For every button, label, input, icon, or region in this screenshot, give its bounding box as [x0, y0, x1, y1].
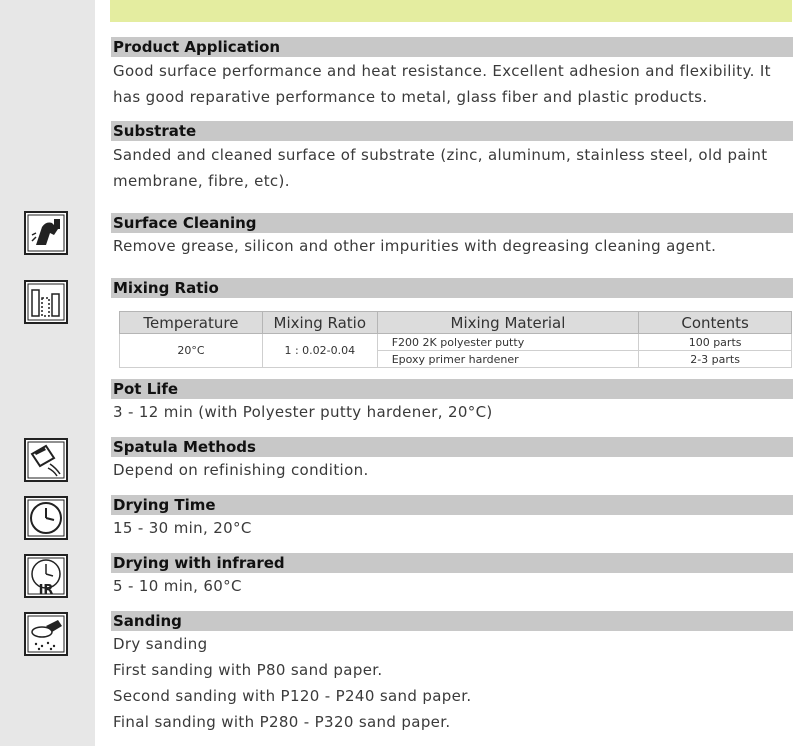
clock-icon	[24, 496, 68, 540]
spatula-methods-heading: Spatula Methods	[111, 437, 793, 457]
mixing-ratio-table	[119, 311, 792, 368]
substrate-line-1: Sanded and cleaned surface of substrate (zinc, aluminum, stainless steel, old paint	[113, 146, 768, 164]
mixing-ratio-icon	[24, 280, 68, 324]
sanding-heading: Sanding	[111, 611, 793, 631]
header-mixing-ratio: Mixing Ratio	[262, 312, 377, 334]
substrate-heading: Substrate	[111, 121, 793, 141]
temperature-cell: 20°C	[120, 334, 263, 368]
top-accent-bar	[110, 0, 792, 22]
sanding-line-4: Final sanding with P280 - P320 sand paper.	[113, 713, 451, 731]
infrared-icon-label: IR	[38, 583, 54, 598]
header-contents: Contents	[639, 312, 792, 334]
spatula-methods-line-1: Depend on refinishing condition.	[113, 461, 369, 479]
drying-time-heading: Drying Time	[111, 495, 793, 515]
table-row	[120, 334, 792, 351]
substrate-line-2: membrane, fibre, etc).	[113, 172, 290, 190]
spatula-icon	[24, 438, 68, 482]
sanding-line-3: Second sanding with P120 - P240 sand paper.	[113, 687, 472, 705]
header-temperature: Temperature	[120, 312, 263, 334]
product-application-line-2: has good reparative performance to metal, glass fiber and plastic products.	[113, 88, 708, 106]
sanding-icon	[24, 612, 68, 656]
product-application-heading: Product Application	[111, 37, 793, 57]
product-application-line-1: Good surface performance and heat resistance. Excellent adhesion and flexibility. It	[113, 62, 771, 80]
pot-life-heading: Pot Life	[111, 379, 793, 399]
header-mixing-material: Mixing Material	[377, 312, 639, 334]
spray-cleaning-icon	[24, 211, 68, 255]
ratio-cell: 1 : 0.02-0.04	[262, 334, 377, 368]
pot-life-line-1: 3 - 12 min (with Polyester putty hardener, 20°C)	[113, 403, 493, 421]
sanding-line-1: Dry sanding	[113, 635, 208, 653]
contents-cell: 2-3 parts	[639, 351, 792, 368]
drying-infrared-line-1: 5 - 10 min, 60°C	[113, 577, 242, 595]
contents-cell: 100 parts	[639, 334, 792, 351]
material-cell: F200 2K polyester putty	[377, 334, 639, 351]
drying-infrared-heading: Drying with infrared	[111, 553, 793, 573]
mixing-ratio-heading: Mixing Ratio	[111, 278, 793, 298]
surface-cleaning-line-1: Remove grease, silicon and other impurities with degreasing cleaning agent.	[113, 237, 717, 255]
infrared-clock-icon	[24, 554, 68, 598]
material-cell: Epoxy primer hardener	[377, 351, 639, 368]
sanding-line-2: First sanding with P80 sand paper.	[113, 661, 383, 679]
surface-cleaning-heading: Surface Cleaning	[111, 213, 793, 233]
drying-time-line-1: 15 - 30 min, 20°C	[113, 519, 252, 537]
mixing-table-header-row	[120, 312, 792, 334]
